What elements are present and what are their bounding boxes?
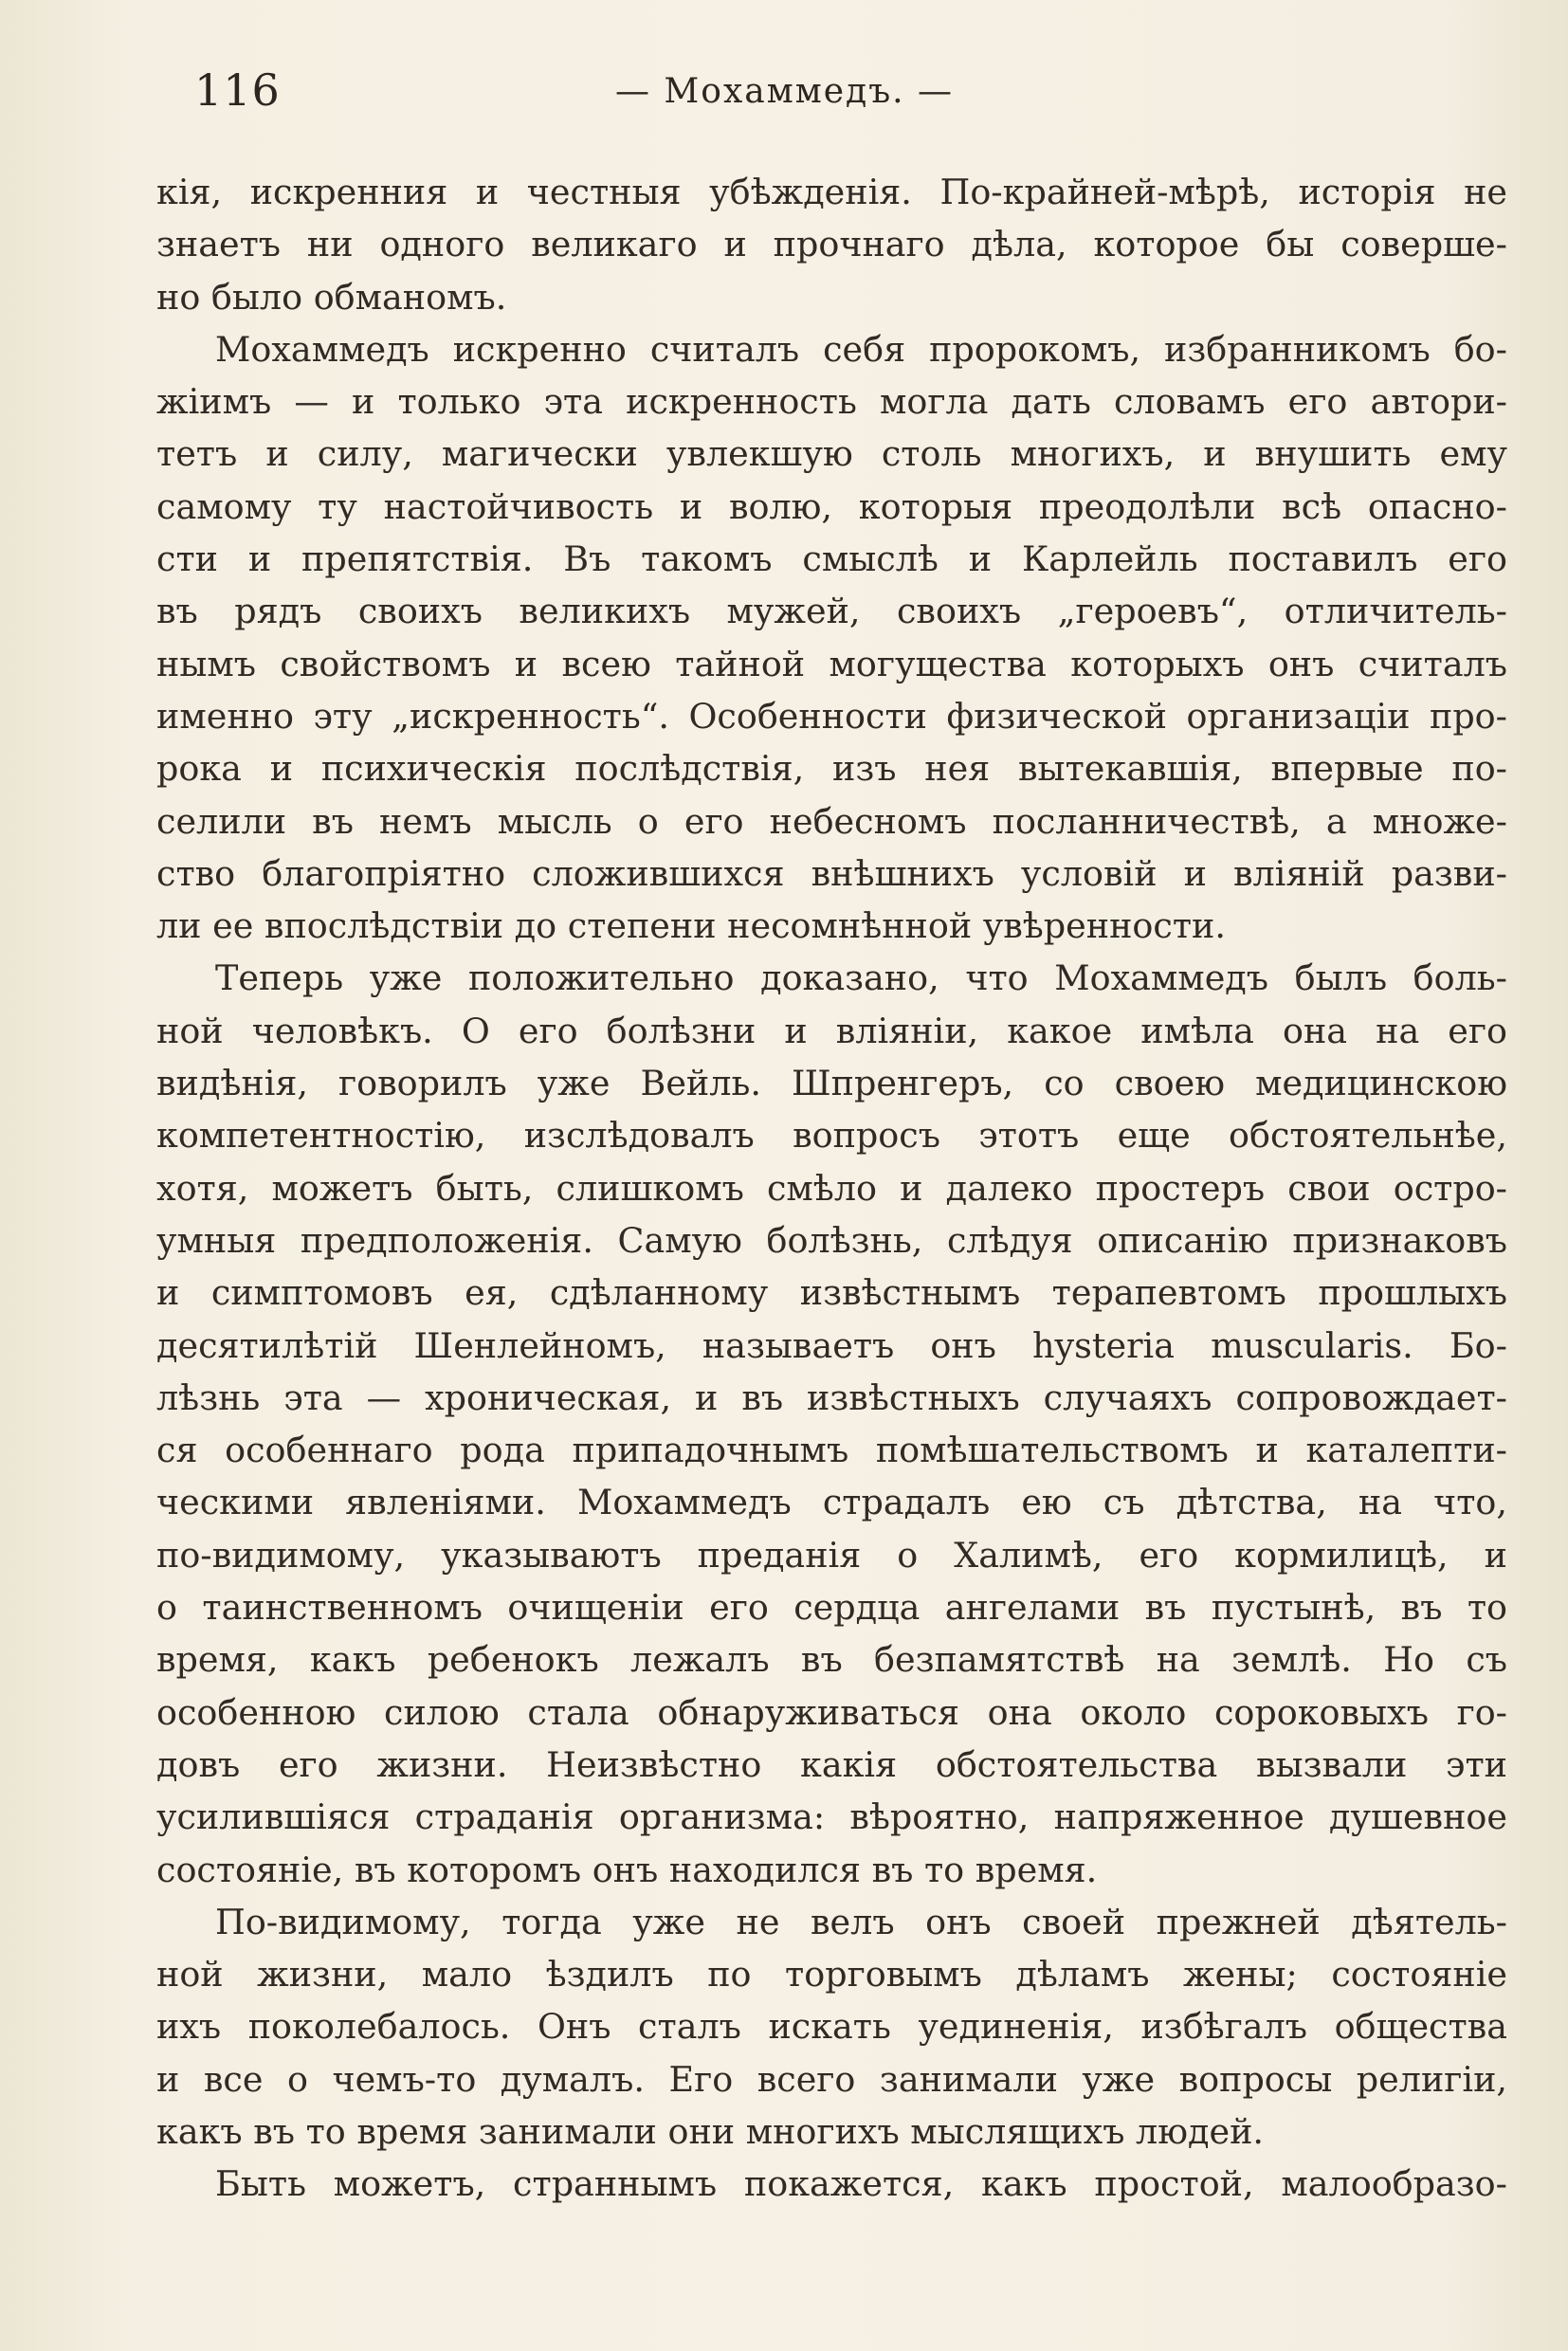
text-line: въ рядъ своихъ великихъ мужей, своихъ „героевъ“, отличитель- <box>156 591 1507 632</box>
text-line: и все о чемъ-то думалъ. Его всего занимали уже вопросы религіи, <box>156 2058 1507 2100</box>
text-line: ся особеннаго рода припадочнымъ помѣшательствомъ и каталепти- <box>156 1430 1507 1471</box>
text-line: ихъ поколебалось. Онъ сталъ искать уединенія, избѣгалъ общества <box>156 2006 1507 2048</box>
text-line: и симптомовъ ея, сдѣланному извѣстнымъ терапевтомъ прошлыхъ <box>156 1272 1507 1314</box>
text-line: именно эту „искренность“. Особенности физической организаціи про- <box>156 695 1507 737</box>
text-line: довъ его жизни. Неизвѣстно какія обстоятельства вызвали эти <box>156 1743 1507 1785</box>
text-line: рока и психическія послѣдствія, изъ нея вытекавшія, впервые по- <box>156 748 1507 790</box>
text-line: Быть можетъ, страннымъ покажется, какъ простой, малообразо- <box>215 2163 1507 2205</box>
text-line: жіимъ — и только эта искренность могла дать словамъ его автори- <box>156 381 1507 423</box>
text-line: но было обманомъ. <box>156 276 507 318</box>
text-line: знаетъ ни одного великаго и прочнаго дѣла, которое бы соверше- <box>156 224 1507 265</box>
text-line: ство благопріятно сложившихся внѣшнихъ условій и вліяній разви- <box>156 852 1507 894</box>
text-line: По-видимому, тогда уже не велъ онъ своей прежней дѣятель- <box>215 1901 1507 1942</box>
page-header <box>194 64 1375 121</box>
text-line: тетъ и силу, магически увлекшую столь многихъ, и внушить ему <box>156 433 1507 475</box>
text-line: о таинственномъ очищеніи его сердца ангелами въ пустынѣ, въ то <box>156 1587 1507 1629</box>
text-line: компетентностію, изслѣдовалъ вопросъ этотъ еще обстоятельнѣе, <box>156 1115 1507 1157</box>
text-line: ческими явленіями. Мохаммедъ страдалъ ею съ дѣтства, на что, <box>156 1482 1507 1523</box>
paragraph <box>156 2158 1507 2210</box>
text-line: нымъ свойствомъ и всею тайной могущества которыхъ онъ считалъ <box>156 643 1507 684</box>
text-line: по-видимому, указываютъ преданія о Халимѣ, его кормилицѣ, и <box>156 1534 1507 1576</box>
text-line: ли ее впослѣдствіи до степени несомнѣнной увѣренности. <box>156 905 1226 947</box>
paragraph <box>156 323 1507 953</box>
text-line: ной человѣкъ. О его болѣзни и вліяніи, какое имѣла она на его <box>156 1010 1507 1051</box>
text-line: десятилѣтій Шенлейномъ, называетъ онъ hysteria muscularis. Бо- <box>156 1324 1507 1366</box>
text-line: сти и препятствія. Въ такомъ смыслѣ и Карлейль поставилъ его <box>156 538 1507 580</box>
page-number: 116 <box>194 64 281 116</box>
text-line: лѣзнь эта — хроническая, и въ извѣстныхъ случаяхъ сопровождает- <box>156 1376 1507 1418</box>
text-line: видѣнія, говорилъ уже Вейль. Шпренгеръ, со своею медицинскою <box>156 1063 1507 1104</box>
paragraph <box>156 952 1507 1895</box>
text-line: состояніе, въ которомъ онъ находился въ то время. <box>156 1849 1098 1890</box>
body-text <box>156 166 1507 2211</box>
text-line: самому ту настойчивость и волю, которыя преодолѣли всѣ опасно- <box>156 485 1507 527</box>
text-line: какъ въ то время занимали они многихъ мыслящихъ людей. <box>156 2110 1264 2152</box>
text-line: Мохаммедъ искренно считалъ себя пророкомъ, избранникомъ бо- <box>215 328 1507 370</box>
text-line: особенною силою стала обнаруживаться она около сороковыхъ го- <box>156 1691 1507 1733</box>
paragraph <box>156 166 1507 323</box>
text-line: селили въ немъ мысль о его небесномъ посланничествѣ, а множе- <box>156 800 1507 842</box>
paragraph <box>156 1896 1507 2158</box>
text-line: время, какъ ребенокъ лежалъ въ безпамятствѣ на землѣ. Но съ <box>156 1639 1507 1681</box>
text-line: усилившіяся страданія организма: вѣроятно, напряженное душевное <box>156 1796 1507 1838</box>
text-line: Теперь уже положительно доказано, что Мохаммедъ былъ боль- <box>215 957 1507 999</box>
text-line: хотя, можетъ быть, слишкомъ смѣло и далеко простеръ свои остро- <box>156 1167 1507 1209</box>
text-line: ной жизни, мало ѣздилъ по торговымъ дѣламъ жены; состояніе <box>156 1954 1507 1996</box>
running-title: — Мохаммедъ. — <box>614 72 954 111</box>
text-line: умныя предположенія. Самую болѣзнь, слѣдуя описанію признаковъ <box>156 1219 1507 1261</box>
text-line: кія, искренния и честныя убѣжденія. По-крайней-мѣрѣ, исторія не <box>156 172 1507 212</box>
